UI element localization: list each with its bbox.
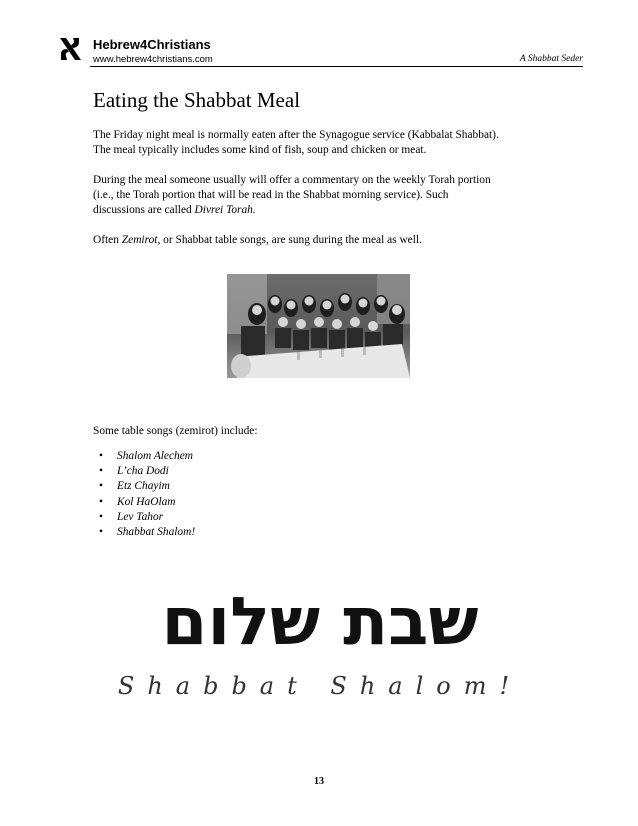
list-item [93,510,195,525]
divrei-torah-term: Divrei Torah. [194,204,256,216]
paragraph-line: The Friday night meal is normally eaten after the Synagogue service (Kabbalat Shabbat). [93,129,499,141]
paragraph-line: During the meal someone usually will offer a commentary on the weekly Torah portion [93,174,491,186]
shabbat-meal-photo [227,274,410,378]
songs-list [93,449,195,540]
list-item [93,449,195,464]
paragraph-line: The meal typically includes some kind of fish, soup and chicken or meat. [93,144,427,156]
zemirot-term: Zemirot, [121,234,161,246]
song-title: Shabbat Shalom! [117,526,196,539]
hebrew-text: שבת שלום [161,583,479,660]
running-title: A Shabbat Seder [519,54,583,64]
aleph-logo-icon [55,34,85,64]
song-title: Shalom Alechem [117,450,194,462]
song-title: Lev Tahor [117,510,164,523]
paragraph-zemirot [93,233,563,248]
bullet-icon: • [99,450,103,462]
paragraph-text: Often [93,234,122,246]
header-rule [90,66,583,67]
latin-text: Shabbat Shalom! [117,672,523,700]
paragraph-text: discussions are called [93,204,195,216]
paragraph-meal [93,128,563,158]
shabbat-shalom-banner [117,572,523,702]
bullet-icon: • [99,465,103,478]
list-item [93,525,195,540]
list-item [93,479,195,494]
paragraph-line: Some table songs (zemirot) include: [93,425,258,437]
paragraph-line: (i.e., the Torah portion that will be read in the Shabbat morning service). Such [93,189,449,201]
list-item [93,495,195,510]
songs-intro [93,424,563,439]
song-title: L’cha Dodi [117,465,169,478]
song-title: Kol HaOlam [117,495,176,508]
bullet-icon: • [99,495,103,508]
bullet-icon: • [99,510,103,523]
song-title: Etz Chayim [117,480,170,493]
page-title: Eating the Shabbat Meal [93,88,301,112]
bullet-icon: • [99,480,103,493]
list-item [93,464,195,479]
paragraph-line [93,233,563,248]
site-url: www.hebrew4christians.com [93,54,213,65]
paragraph-line [93,203,563,218]
bullet-icon: • [99,526,103,539]
paragraph-text: or Shabbat table songs, are sung during the meal as well. [160,234,422,246]
paragraph-commentary [93,173,563,218]
page-number: 13 [314,776,324,787]
site-name: Hebrew4Christians [93,37,211,52]
